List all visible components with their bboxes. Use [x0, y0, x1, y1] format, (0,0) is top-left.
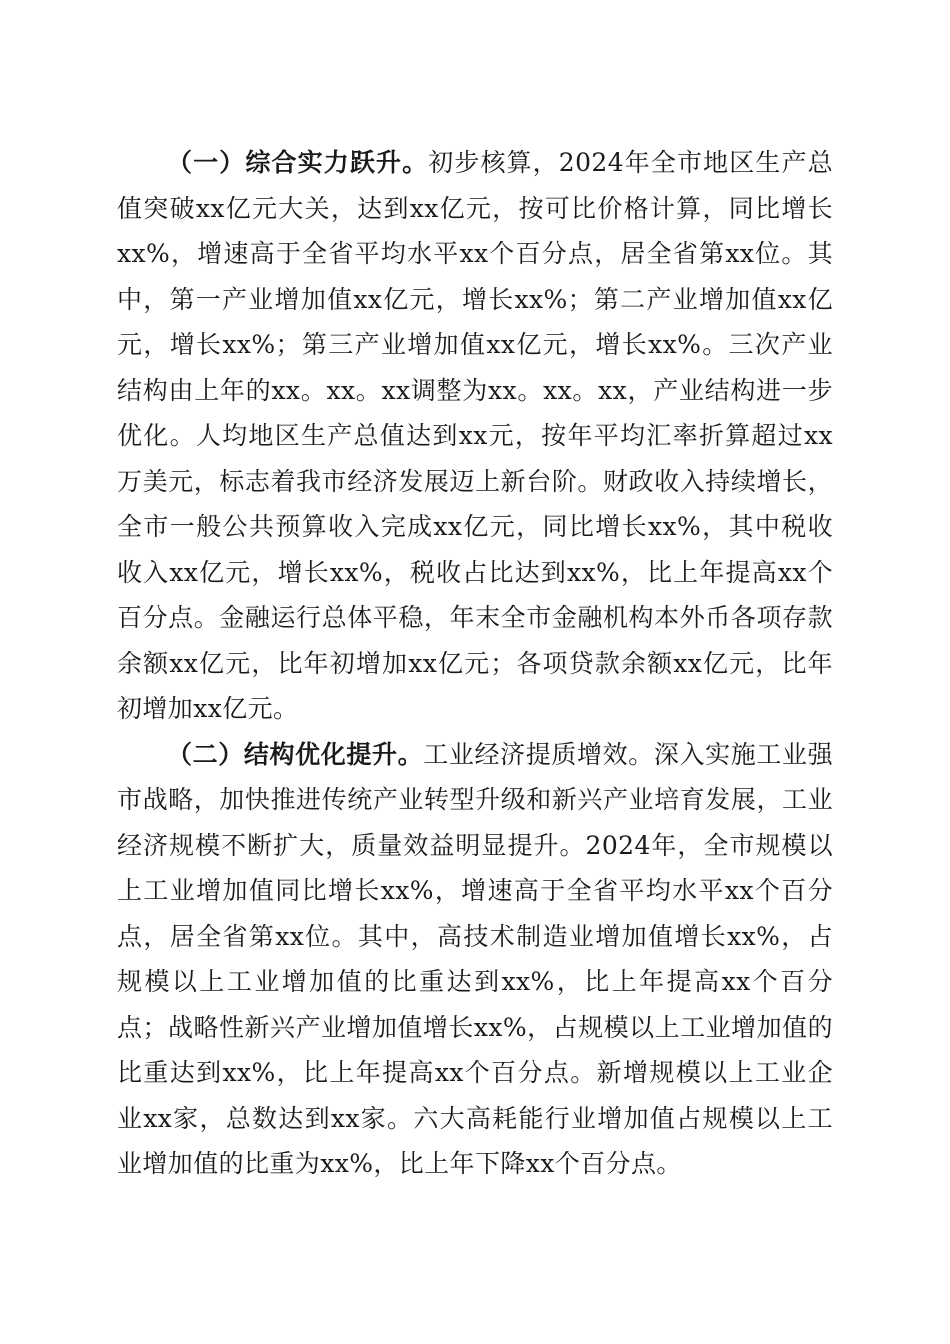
- paragraph-text: 初步核算，2024年全市地区生产总值突破xx亿元大关，达到xx亿元，按可比价格计算，同比增长xx%，增速高于全省平均水平xx个百分点，居全省第xx位。其中，第一产业增加值xx亿元，增长xx%；第二产业增加值xx亿元，增长xx%；第三产业增加值xx亿元，增长xx%。三次产业结构由上年的xx。xx。xx调整为xx。xx。xx，产业结构进一步优化。人均地区生产总值达到xx元，按年平均汇率折算超过xx万美元，标志着我市经济发展迈上新台阶。财政收入持续增长，全市一般公共预算收入完成xx亿元，同比增长xx%，其中税收收入xx亿元，增长xx%，税收占比达到xx%，比上年提高xx个百分点。金融运行总体平稳，年末全市金融机构本外币各项存款余额xx亿元，比年初增加xx亿元；各项贷款余额xx亿元，比年初增加xx亿元。: [117, 148, 833, 723]
- document-body: [117, 140, 833, 1187]
- paragraph-text: 工业经济提质增效。深入实施工业强市战略，加快推进传统产业转型升级和新兴产业培育发展，工业经济规模不断扩大，质量效益明显提升。2024年，全市规模以上工业增加值同比增长xx%，增速高于全省平均水平xx个百分点，居全省第xx位。其中，高技术制造业增加值增长xx%，占规模以上工业增加值的比重达到xx%，比上年提高xx个百分点；战略性新兴产业增加值增长xx%，占规模以上工业增加值的比重达到xx%，比上年提高xx个百分点。新增规模以上工业企业xx家，总数达到xx家。六大高耗能行业增加值占规模以上工业增加值的比重为xx%，比上年下降xx个百分点。: [117, 739, 833, 1178]
- paragraph-comprehensive-strength: [117, 140, 833, 732]
- paragraph-heading: （一）综合实力跃升。: [167, 148, 429, 177]
- paragraph-structure-optimization: [117, 732, 833, 1187]
- paragraph-heading: （二）结构优化提升。: [167, 739, 424, 769]
